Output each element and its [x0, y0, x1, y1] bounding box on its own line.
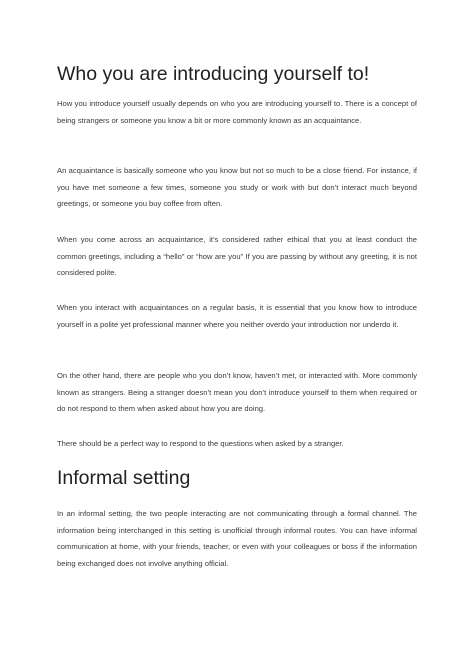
section-heading-informal-setting: Informal setting [57, 467, 191, 489]
section-heading-introducing-yourself: Who you are introducing yourself to! [57, 63, 370, 85]
paragraph-acquaintance-definition [57, 163, 417, 213]
paragraph-how-you-introduce [57, 96, 417, 129]
paragraph-text: On the other hand, there are people who you don’t know, haven’t met, or interacted with. More commonly known as strangers. Being a stranger doesn’t mean you don’t introduce yourself to them when required or do not respond to them when asked about how you are doing. [57, 371, 417, 413]
paragraph-text: There should be a perfect way to respond to the questions when asked by a stranger. [57, 439, 344, 448]
paragraph-respond-to-stranger [57, 436, 417, 453]
paragraph-text: In an informal setting, the two people interacting are not communicating through a formal channel. The information being interchanged in this setting is unofficial through informal routes. You can have informal communication at home, with your friends, teacher, or even with your colleagues or boss if the information being exchanged does not involve anything official. [57, 509, 417, 568]
paragraph-regular-interaction [57, 300, 417, 333]
paragraph-text: When you come across an acquaintance, it’s considered rather ethical that you at least conduct the common greetings, including a “hello” or “how are you” If you are passing by without any greeting, it is not considered polite. [57, 235, 417, 277]
paragraph-greeting-acquaintance [57, 232, 417, 282]
paragraph-text: An acquaintance is basically someone who you know but not so much to be a close friend. For instance, if you have met someone a few times, someone you study or work with but don’t interact much beyond greetings, or someone you buy coffee from often. [57, 166, 417, 208]
paragraph-informal-setting [57, 506, 417, 572]
paragraph-strangers [57, 368, 417, 418]
paragraph-text: When you interact with acquaintances on a regular basis, it is essential that you know how to introduce yourself in a polite yet professional manner where you neither overdo your introduction nor underdo it. [57, 303, 417, 329]
paragraph-text: How you introduce yourself usually depends on who you are introducing yourself to. There is a concept of being strangers or someone you know a bit or more commonly known as an acquaintance. [57, 99, 417, 125]
